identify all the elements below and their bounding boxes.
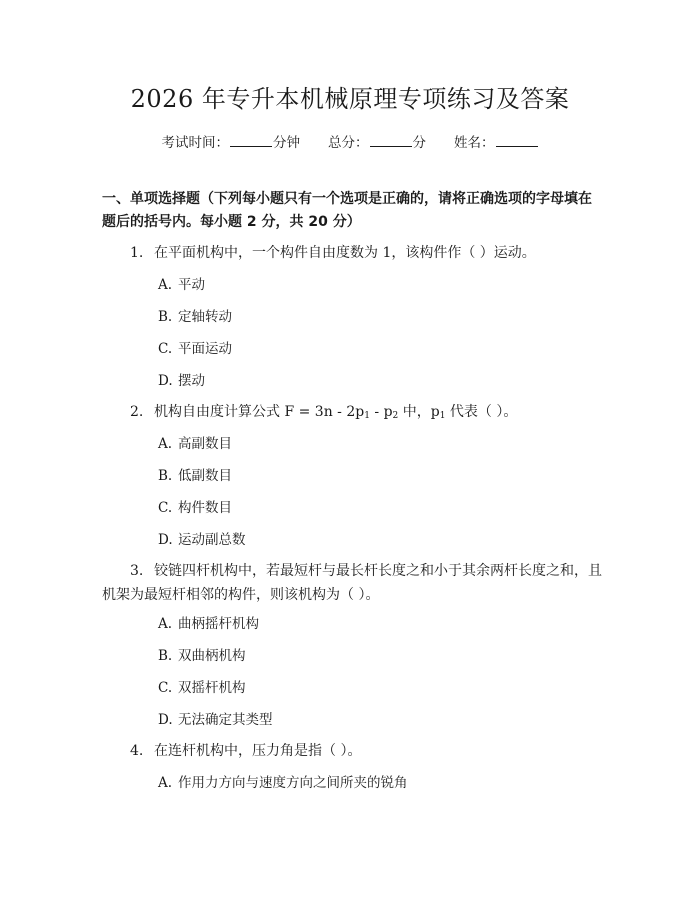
option-letter: A. [158, 436, 173, 452]
option-letter: B. [158, 468, 173, 484]
question-text: 在平面机构中，一个构件自由度数为 1，该构件作（ ）运动。 [154, 245, 536, 261]
option-text: 构件数目 [178, 500, 232, 516]
option-letter: C. [158, 500, 173, 516]
option-letter: C. [158, 341, 173, 357]
option-text: 无法确定其类型 [178, 712, 273, 728]
question-number: 2. [130, 404, 144, 420]
question-number: 3. [130, 563, 144, 579]
option-text: 曲柄摇杆机构 [178, 616, 259, 632]
option-3b [158, 646, 246, 666]
question-2 [102, 400, 602, 428]
option-2d [158, 530, 246, 550]
name-label: 姓名： [454, 135, 495, 151]
option-4a [158, 773, 408, 793]
option-letter: B. [158, 648, 173, 664]
question-number: 1. [130, 245, 144, 261]
question-4 [102, 739, 602, 763]
option-letter: A. [158, 277, 173, 293]
question-1 [102, 241, 602, 265]
option-text: 作用力方向与速度方向之间所夹的锐角 [178, 775, 408, 791]
option-text: 平面运动 [178, 341, 232, 357]
option-letter: B. [158, 309, 173, 325]
option-letter: D. [158, 373, 173, 389]
subscript: 1 [439, 411, 446, 421]
option-letter: D. [158, 532, 173, 548]
option-2b [158, 466, 232, 486]
option-1c [158, 339, 232, 359]
option-letter: A. [158, 775, 173, 791]
score-blank [370, 132, 412, 147]
option-text: 摆动 [178, 373, 205, 389]
option-3d [158, 710, 273, 730]
option-letter: C. [158, 680, 173, 696]
question-text: 铰链四杆机构中，若最短杆与最长杆长度之和小于其余两杆长度之和，且机架为最短杆相邻的构件，则该机构为（ ）。 [102, 563, 602, 603]
time-label: 考试时间： [161, 135, 229, 151]
option-text: 低副数目 [178, 468, 232, 484]
question-text-part: 机构自由度计算公式 F = 3n - 2p [154, 404, 365, 420]
option-text: 定轴转动 [178, 309, 232, 325]
question-3 [102, 559, 602, 607]
option-3a [158, 614, 259, 634]
option-3c [158, 678, 246, 698]
question-text-part: 中，p [398, 404, 440, 420]
option-text: 平动 [178, 277, 205, 293]
question-number: 4. [130, 743, 144, 759]
option-1d [158, 371, 205, 391]
time-unit: 分钟 [273, 135, 300, 151]
question-text-part: - p [369, 404, 393, 420]
subscript: 2 [392, 411, 399, 421]
time-blank [230, 132, 272, 147]
option-text: 双摇杆机构 [178, 680, 246, 696]
exam-info-line [0, 132, 700, 153]
question-text-part: 代表（ ）。 [445, 404, 518, 420]
option-2a [158, 434, 232, 454]
score-label: 总分： [328, 135, 369, 151]
option-1b [158, 307, 232, 327]
subscript: 1 [364, 411, 370, 421]
option-text: 双曲柄机构 [178, 648, 246, 664]
section-heading: 一、单项选择题（下列每小题只有一个选项是正确的，请将正确选项的字母填在题后的括号内。每小题 2 分，共 20 分） [102, 191, 592, 230]
question-text: 在连杆机构中，压力角是指（ ）。 [154, 743, 362, 759]
option-text: 高副数目 [178, 436, 232, 452]
option-letter: D. [158, 712, 173, 728]
option-letter: A. [158, 616, 173, 632]
option-text: 运动副总数 [178, 532, 246, 548]
page-title: 2026 年专升本机械原理专项练习及答案 [130, 85, 570, 113]
option-2c [158, 498, 232, 518]
name-blank [496, 132, 538, 147]
score-unit: 分 [412, 135, 426, 151]
option-1a [158, 275, 205, 295]
